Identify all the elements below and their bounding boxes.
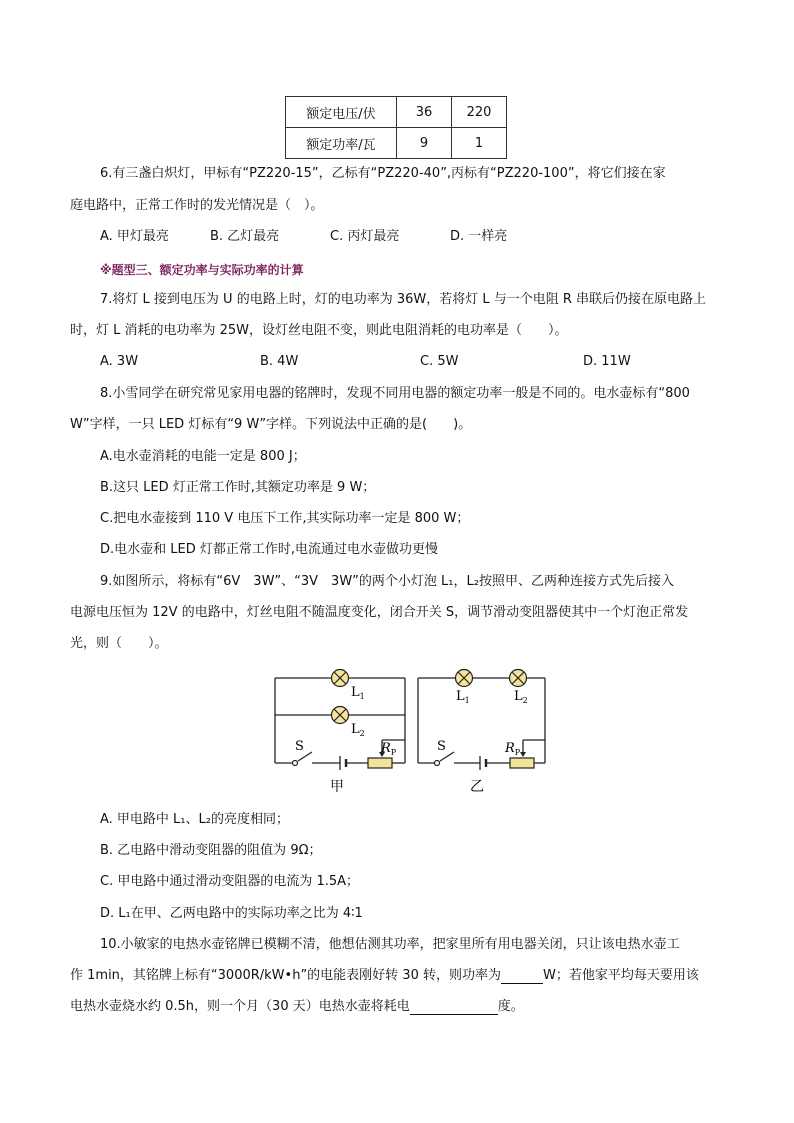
table-cell: 220 [452,97,507,128]
q7-line-1: 7.将灯 L 接到电压为 U 的电路上时，灯的电功率为 36W，若将灯 L 与一个电阻 R 串联后仍接在原电路上 [100,292,707,307]
q10-line-1: 10.小敏家的电热水壶铭牌已模糊不清，他想估测其功率，把家里所有用电器关闭，只让该电热水壶工 [100,937,680,952]
q7-line-2: 时，灯 L 消耗的电功率为 25W，设灯丝电阻不变，则此电阻消耗的电功率是（ ）。 [70,323,568,338]
label-l1-left: $L_1$ [351,685,365,701]
q7-option-b: B. 4W [260,354,299,369]
rheostat-left [368,758,392,768]
label-switch-left: S [295,739,304,754]
circuit-right [418,678,545,770]
q9-option-d: D. L₁在甲、乙两电路中的实际功率之比为 4∶1 [100,906,363,921]
q8-option-c: C.把电水壶接到 110 V 电压下工作,其实际功率一定是 800 W； [100,511,470,526]
q8-option-d: D.电水壶和 LED 灯都正常工作时,电流通过电水壶做功更慢 [100,542,439,557]
q6-line-1: 6.有三盏白炽灯，甲标有“PZ220-15”，乙标有“PZ220-40”,丙标有“PZ220-100”，将它们接在家 [100,166,666,181]
q9-option-c: C. 甲电路中通过滑动变阻器的电流为 1.5A； [100,874,360,889]
slider-arrow-icon [520,752,526,757]
q8-line-2: W”字样，一只 LED 灯标有“9 W”字样。下列说法中正确的是( )。 [70,417,472,432]
label-switch-right: S [437,739,446,754]
lamp-l2-left [332,707,349,724]
q10-line-3-part-a: 电热水壶烧水约 0.5h，则一个月（30 天）电热水壶将耗电 [70,999,410,1014]
q8-line-1: 8.小雪同学在研究常见家用电器的铭牌时，发现不同用电器的额定功率一般是不同的。电水壶标有“800 [100,386,690,401]
q9-option-a: A. 甲电路中 L₁、L₂的亮度相同； [100,812,289,827]
lamp-l1-right [456,670,473,687]
table-cell: 9 [397,128,452,159]
q7-option-d: D. 11W [583,354,631,369]
q8-option-b: B.这只 LED 灯正常工作时,其额定功率是 9 W； [100,480,376,495]
q9-line-1: 9.如图所示，将标有“6V 3W”、“3V 3W”的两个小灯泡 L₁，L₂按照甲、乙两种连接方式先后接入 [100,574,674,589]
rated-values-table [285,96,507,159]
q6-option-d: D. 一样亮 [450,229,508,244]
q6-option-a: A. 甲灯最亮 [100,229,169,244]
rheostat-right [510,758,534,768]
q9-line-2: 电源电压恒为 12V 的电路中，灯丝电阻不随温度变化，闭合开关 S，调节滑动变阻器使其中一个灯泡正常发 [70,605,689,620]
q10-line-3-part-b: 度。 [497,999,524,1014]
label-l2-right: $L_2$ [514,689,528,705]
table-cell: 额定功率/瓦 [286,128,397,159]
lamp-l2-right [510,670,527,687]
label-rheostat-right: $R_P$ [505,741,521,757]
section-heading: ※题型三、额定功率与实际功率的计算 [100,263,304,277]
answer-blank-energy[interactable] [410,1002,498,1015]
caption-left: 甲 [330,779,344,795]
table-cell: 36 [397,97,452,128]
table-row [286,97,507,128]
q7-option-c: C. 5W [420,354,459,369]
label-rheostat-left: $R_P$ [381,741,397,757]
table-cell: 额定电压/伏 [286,97,397,128]
label-l2-left: $L_2$ [351,722,365,738]
q10-line-3 [70,999,524,1015]
switch-contact [293,761,298,766]
label-l1-right: $L_1$ [456,689,470,705]
q6-line-2: 庭电路中，正常工作时的发光情况是（ ）。 [70,198,324,213]
caption-right: 乙 [470,779,484,795]
lamp-l1-left [332,670,349,687]
q6-option-c: C. 丙灯最亮 [330,229,400,244]
answer-blank-power[interactable] [501,971,543,984]
q10-line-2-part-a: 作 1min，其铭牌上标有“3000R/kW•h”的电能表刚好转 30 转，则功率为 [70,968,501,983]
q10-line-2-part-b: W；若他家平均每天要用该 [542,968,699,983]
q6-option-b: B. 乙灯最亮 [210,229,280,244]
circuit-diagram [260,660,550,800]
switch-contact [435,761,440,766]
q9-line-3: 光，则（ ）。 [70,636,168,651]
q7-option-a: A. 3W [100,354,139,369]
q9-option-b: B. 乙电路中滑动变阻器的阻值为 9Ω； [100,843,322,858]
q10-line-2 [70,968,699,984]
table-row [286,128,507,159]
q8-option-a: A.电水壶消耗的电能一定是 800 J； [100,449,306,464]
table-cell: 1 [452,128,507,159]
